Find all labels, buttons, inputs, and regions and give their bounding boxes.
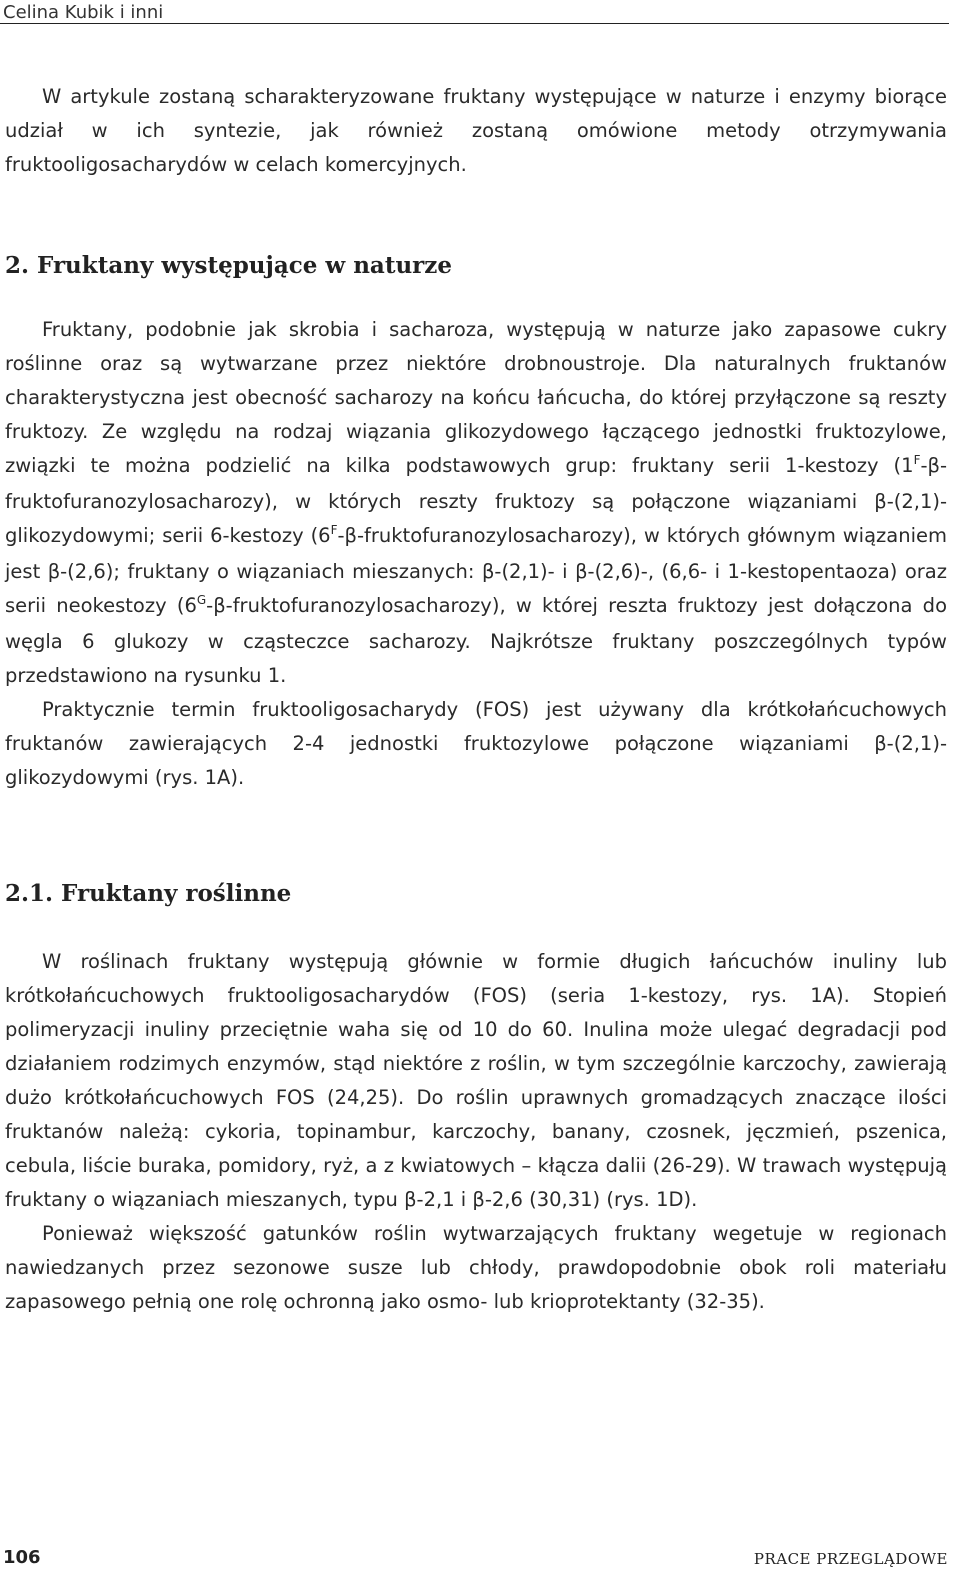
section-2-heading: 2. Fruktany występujące w naturze bbox=[5, 252, 452, 279]
journal-section: PRACE PRZEGLĄDOWE bbox=[753, 1550, 948, 1568]
header-rule bbox=[0, 23, 949, 24]
text-run: -β-fruktofuranozylosacharozy), w której reszta fruktozy jest dołączona do węgla 6 glukozy w cząsteczce sacharozy. Najkrótsze fruktany poszczególnych typów przedstawiono na rysunku 1. bbox=[5, 594, 947, 687]
running-head: Celina Kubik i inni bbox=[3, 2, 164, 23]
section-2-1-paragraph-1: W roślinach fruktany występują głównie w formie długich łańcuchów inuliny lub krótkołańcuchowych fruktooligosacharydów (FOS) (seria 1-kestozy, rys. 1A). Stopień polimeryzacji inuliny przeciętnie waha się od 10 do 60. Inulina może ulegać degradacji pod działaniem rodzimych enzymów, stąd niektóre z roślin, w tym szczególnie karczochy, zawierają dużo krótkołańcuchowych FOS (24,25). Do roślin uprawnych gromadzących znaczące ilości fruktanów należą: cykoria, topinambur, karczochy, banany, czosnek, jęczmień, pszenica, cebula, liście buraka, pomidory, ryż, a z kwiatowych – kłącza dalii (26-29). W trawach występują fruktany o wiązaniach mieszanych, typu β-2,1 i β-2,6 (30,31) (rys. 1D). bbox=[5, 950, 947, 1211]
intro-block bbox=[5, 80, 947, 182]
section-2-1-body bbox=[5, 945, 947, 1319]
page-number: 106 bbox=[3, 1547, 41, 1568]
section-2-1-heading: 2.1. Fruktany roślinne bbox=[5, 880, 292, 907]
section-2-1-paragraph-2: Ponieważ większość gatunków roślin wytwarzających fruktany wegetuje w regionach nawiedzanych przez sezonowe susze lub chłody, prawdopodobnie obok roli materiału zapasowego pełnią one rolę ochronną jako osmo- lub krioprotektanty (32-35). bbox=[5, 1222, 947, 1313]
superscript: F bbox=[913, 453, 921, 467]
intro-paragraph: W artykule zostaną scharakteryzowane fruktany występujące w naturze i enzymy biorące udział w ich syntezie, jak również zostaną omówione metody otrzymywania fruktooligosacharydów w celach komercyjnych. bbox=[5, 85, 947, 176]
superscript: G bbox=[196, 593, 207, 607]
superscript: F bbox=[330, 523, 338, 537]
section-2-paragraph-1 bbox=[5, 313, 947, 693]
text-run: Fruktany, podobnie jak skrobia i sacharoza, występują w naturze jako zapasowe cukry roślinne oraz są wytwarzane przez niektóre drobnoustroje. Dla naturalnych fruktanów charakterystyczna jest obecność sacharozy na końcu łańcucha, do której przyłączone są reszty fruktozy. Ze względu na rodzaj wiązania glikozydowego łączącego jednostki fruktozylowe, związki te można podzielić na kilka podstawowych grup: fruktany serii 1-kestozy (1 bbox=[5, 318, 947, 477]
text-run: -β-fruktofuranozylosacharozy), w których głównym wiązaniem jest β-(2,6); fruktany o wiązaniach mieszanych: β-(2,1)- i β-(2,6)-, (6,6- i 1-kestopentaoza) oraz serii neokestozy (6 bbox=[5, 524, 948, 617]
section-2-paragraph-2: Praktycznie termin fruktooligosacharydy (FOS) jest używany dla krótkołańcuchowych fruktanów zawierających 2-4 jednostki fruktozylowe połączone wiązaniami β-(2,1)-glikozydowymi (rys. 1A). bbox=[5, 698, 947, 789]
section-2-body bbox=[5, 313, 947, 795]
text-run: -β-fruktofuranozylosacharozy), w których reszty fruktozy są połączone wiązaniami β-(2,1)-glikozydowymi; serii 6-kestozy (6 bbox=[5, 454, 947, 547]
